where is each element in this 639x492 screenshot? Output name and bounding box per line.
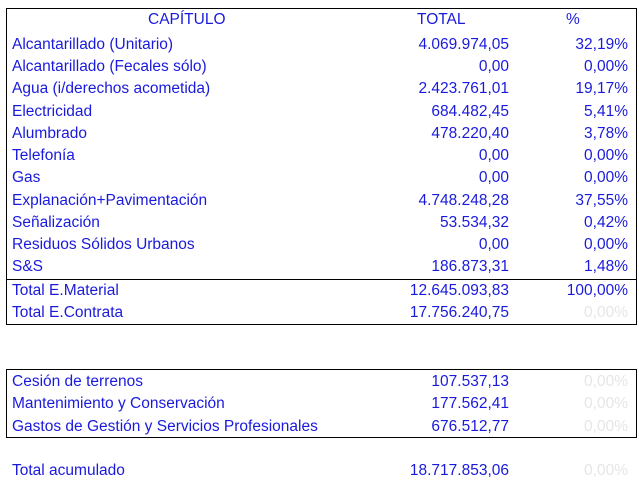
total-contrata-row <box>0 302 639 324</box>
row-label: Residuos Sólidos Urbanos <box>12 236 195 253</box>
row-total: 0,00 <box>478 236 509 253</box>
table-row <box>0 56 639 78</box>
row-pct: 5,41% <box>584 103 628 120</box>
header-total: TOTAL <box>417 11 466 28</box>
table-row <box>0 34 639 56</box>
row-pct: 19,17% <box>575 80 628 97</box>
row-label: Telefonía <box>12 147 75 164</box>
table-row <box>0 78 639 100</box>
row-total: 478.220,40 <box>431 125 509 142</box>
row-pct: 0,00% <box>584 58 628 75</box>
row-pct: 3,78% <box>584 125 628 142</box>
row-total: 17.756.240,75 <box>409 304 509 321</box>
row-pct: 100,00% <box>566 282 628 299</box>
row-label: Alcantarillado (Unitario) <box>12 36 174 53</box>
header-pct: % <box>566 11 580 28</box>
row-total: 0,00 <box>478 58 509 75</box>
row-pct: 1,48% <box>584 258 628 275</box>
extra-row <box>0 416 639 438</box>
row-pct: 37,55% <box>575 192 628 209</box>
row-label: Señalización <box>12 214 100 231</box>
row-label: Alcantarillado (Fecales sólo) <box>12 58 207 75</box>
row-label: Total acumulado <box>12 462 125 479</box>
extra-row <box>0 371 639 393</box>
row-pct: 0,00% <box>584 304 628 321</box>
row-total: 684.482,45 <box>431 103 509 120</box>
table-row <box>0 256 639 278</box>
row-total: 0,00 <box>478 169 509 186</box>
row-label: Mantenimiento y Conservación <box>12 395 225 412</box>
row-pct: 0,00% <box>584 462 628 479</box>
row-total: 12.645.093,83 <box>409 282 509 299</box>
row-label: Alumbrado <box>12 125 87 142</box>
row-label: Total E.Contrata <box>12 304 124 321</box>
row-label: Agua (i/derechos acometida) <box>12 80 211 97</box>
row-pct: 0,00% <box>584 373 628 390</box>
row-total: 676.512,77 <box>431 418 509 435</box>
row-pct: 0,00% <box>584 147 628 164</box>
row-pct: 0,00% <box>584 418 628 435</box>
table-row <box>0 234 639 256</box>
table-row <box>0 190 639 212</box>
extra-row <box>0 393 639 415</box>
row-label: Cesión de terrenos <box>12 373 143 390</box>
table-header <box>0 9 639 31</box>
row-label: Explanación+Pavimentación <box>12 192 208 209</box>
table-row <box>0 101 639 123</box>
grand-total-row <box>0 460 639 482</box>
row-pct: 0,00% <box>584 236 628 253</box>
row-total: 18.717.853,06 <box>409 462 509 479</box>
row-label: S&S <box>12 258 44 275</box>
row-label: Electricidad <box>12 103 93 120</box>
row-pct: 0,00% <box>584 395 628 412</box>
row-total: 107.537,13 <box>431 373 509 390</box>
row-total: 4.748.248,28 <box>418 192 509 209</box>
row-total: 4.069.974,05 <box>418 36 509 53</box>
row-total: 177.562,41 <box>431 395 509 412</box>
row-label: Gastos de Gestión y Servicios Profesionales <box>12 418 318 435</box>
table-row <box>0 145 639 167</box>
row-total: 2.423.761,01 <box>418 80 509 97</box>
table-row <box>0 123 639 145</box>
table-row <box>0 212 639 234</box>
table-row <box>0 167 639 189</box>
total-material-row <box>0 280 639 302</box>
row-total: 0,00 <box>478 147 509 164</box>
row-pct: 0,00% <box>584 169 628 186</box>
header-capitulo: CAPÍTULO <box>148 11 226 28</box>
row-label: Gas <box>12 169 41 186</box>
row-pct: 0,42% <box>584 214 628 231</box>
row-total: 53.534,32 <box>440 214 509 231</box>
row-total: 186.873,31 <box>431 258 509 275</box>
row-label: Total E.Material <box>12 282 119 299</box>
row-pct: 32,19% <box>575 36 628 53</box>
